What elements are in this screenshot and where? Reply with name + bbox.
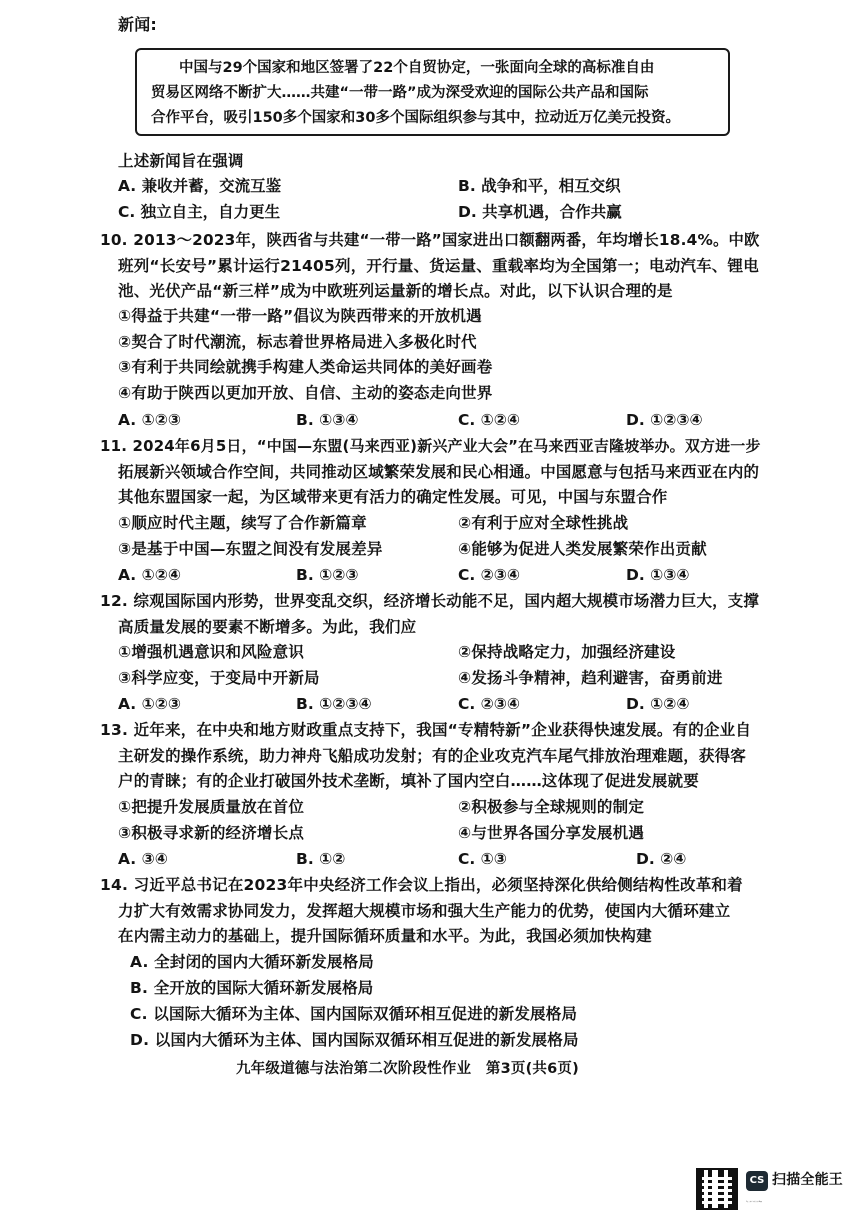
q13-statement-2: ②积极参与全球规则的制定 xyxy=(458,798,645,816)
q11-option-a: A. ①②④ xyxy=(118,566,181,584)
q13-stem-line: 13. 近年来，在中央和地方财政重点支持下，我国“专精特新”企业获得快速发展。有的企业自 xyxy=(100,721,752,739)
q13-statement-3: ③积极寻求新的经济增长点 xyxy=(118,824,305,842)
q14-option-b: B. 全开放的国际大循环新发展格局 xyxy=(130,979,374,997)
q12-stem-line: 12. 综观国际国内形势，世界变乱交织，经济增长动能不足，国内超大规模市场潜力巨大，支撑 xyxy=(100,592,760,610)
q14-option-c: C. 以国际大循环为主体、国内国际双循环相互促进的新发展格局 xyxy=(130,1005,578,1023)
q11-statement-3: ③是基于中国—东盟之间没有发展差异 xyxy=(118,540,383,558)
q13-statement-1: ①把提升发展质量放在首位 xyxy=(118,798,305,816)
page-footer: 九年级道德与法治第二次阶段性作业 第3页(共6页) xyxy=(236,1061,579,1077)
q10-option-d: D. ①②③④ xyxy=(626,411,703,429)
q13-option-a: A. ③④ xyxy=(118,850,168,868)
news-line: 中国与29个国家和地区签署了22个自贸协定，一张面向全球的高标准自由 xyxy=(179,60,655,76)
q14-option-a: A. 全封闭的国内大循环新发展格局 xyxy=(130,953,374,971)
camscanner-logo-icon: CS xyxy=(746,1171,768,1191)
scanner-tagline: 3亿人都在用的扫描App xyxy=(746,1202,762,1203)
q11-option-d: D. ①③④ xyxy=(626,566,690,584)
news-box xyxy=(135,48,730,136)
q11-statement-4: ④能够为促进人类发展繁荣作出贡献 xyxy=(458,540,707,558)
qr-code-icon xyxy=(696,1168,738,1210)
q9-stem: 上述新闻旨在强调 xyxy=(118,152,244,170)
q13-stem-line: 户的青睐；有的企业打破国外技术垄断，填补了国内空白……这体现了促进发展就要 xyxy=(118,772,699,790)
q10-stem-line: 池、光伏产品“新三样”成为中欧班列运量新的增长点。对此，以下认识合理的是 xyxy=(118,282,673,300)
q13-option-d: D. ②④ xyxy=(636,850,687,868)
q12-statement-4: ④发扬斗争精神，趋利避害，奋勇前进 xyxy=(458,669,723,687)
q14-stem-line: 力扩大有效需求协同发力，发挥超大规模市场和强大生产能力的优势，使国内大循环建立 xyxy=(118,902,731,920)
q10-stem-line: 10. 2013～2023年，陕西省与共建“一带一路”国家进出口额翻两番，年均增长18.4%。中欧 xyxy=(100,231,760,249)
q9-option-c: C. 独立自主，自力更生 xyxy=(118,203,281,221)
q11-stem-line: 其他东盟国家一起，为区域带来更有活力的确定性发展。可见，中国与东盟合作 xyxy=(118,488,668,506)
q9-option-b: B. 战争和平，相互交织 xyxy=(458,177,621,195)
news-line: 贸易区网络不断扩大……共建“一带一路”成为深受欢迎的国际公共产品和国际 xyxy=(151,85,649,101)
q11-stem-line: 11. 2024年6月5日，“中国—东盟(马来西亚)新兴产业大会”在马来西亚吉隆坡举办。双方进一步 xyxy=(100,437,761,455)
news-label: 新闻: xyxy=(118,15,157,34)
q12-stem-line: 高质量发展的要素不断增多。为此，我们应 xyxy=(118,618,417,636)
q10-statement-4: ④有助于陕西以更加开放、自信、主动的姿态走向世界 xyxy=(118,384,493,402)
news-line: 合作平台，吸引150多个国家和30多个国际组织参与其中，拉动近万亿美元投资。 xyxy=(151,110,680,126)
q10-statement-3: ③有利于共同绘就携手构建人类命运共同体的美好画卷 xyxy=(118,358,493,376)
q10-option-b: B. ①③④ xyxy=(296,411,359,429)
q12-statement-2: ②保持战略定力，加强经济建设 xyxy=(458,643,676,661)
q11-stem-line: 拓展新兴领域合作空间，共同推动区域繁荣发展和民心相通。中国愿意与包括马来西亚在内的 xyxy=(118,463,760,481)
q9-option-a: A. 兼收并蓄，交流互鉴 xyxy=(118,177,282,195)
q10-statement-1: ①得益于共建“一带一路”倡议为陕西带来的开放机遇 xyxy=(118,307,482,325)
q14-option-d: D. 以国内大循环为主体、国内国际双循环相互促进的新发展格局 xyxy=(130,1031,579,1049)
q10-statement-2: ②契合了时代潮流，标志着世界格局进入多极化时代 xyxy=(118,333,477,351)
q11-statement-1: ①顺应时代主题，续写了合作新篇章 xyxy=(118,514,367,532)
q12-statement-1: ①增强机遇意识和风险意识 xyxy=(118,643,305,661)
q14-stem-line: 在内需主动力的基础上，提升国际循环质量和水平。为此，我国必须加快构建 xyxy=(118,927,652,945)
q10-stem-line: 班列“长安号”累计运行21405列，开行量、货运量、重载率均为全国第一；电动汽车、锂电 xyxy=(118,257,759,275)
q10-option-a: A. ①②③ xyxy=(118,411,181,429)
q11-option-c: C. ②③④ xyxy=(458,566,521,584)
q12-option-b: B. ①②③④ xyxy=(296,695,372,713)
scanner-app-name: 扫描全能王 xyxy=(772,1172,843,1188)
q12-option-a: A. ①②③ xyxy=(118,695,181,713)
q13-option-b: B. ①② xyxy=(296,850,346,868)
q13-statement-4: ④与世界各国分享发展机遇 xyxy=(458,824,645,842)
q13-option-c: C. ①③ xyxy=(458,850,507,868)
q12-option-d: D. ①②④ xyxy=(626,695,690,713)
q13-stem-line: 主研发的操作系统，助力神舟飞船成功发射；有的企业攻克汽车尾气排放治理难题，获得客 xyxy=(118,747,747,765)
q10-option-c: C. ①②④ xyxy=(458,411,521,429)
q12-option-c: C. ②③④ xyxy=(458,695,521,713)
q9-option-d: D. 共享机遇，合作共赢 xyxy=(458,203,622,221)
q12-statement-3: ③科学应变，于变局中开新局 xyxy=(118,669,320,687)
q14-stem-line: 14. 习近平总书记在2023年中央经济工作会议上指出，必须坚持深化供给侧结构性改革和着 xyxy=(100,876,743,894)
q11-statement-2: ②有利于应对全球性挑战 xyxy=(458,514,629,532)
q11-option-b: B. ①②③ xyxy=(296,566,359,584)
